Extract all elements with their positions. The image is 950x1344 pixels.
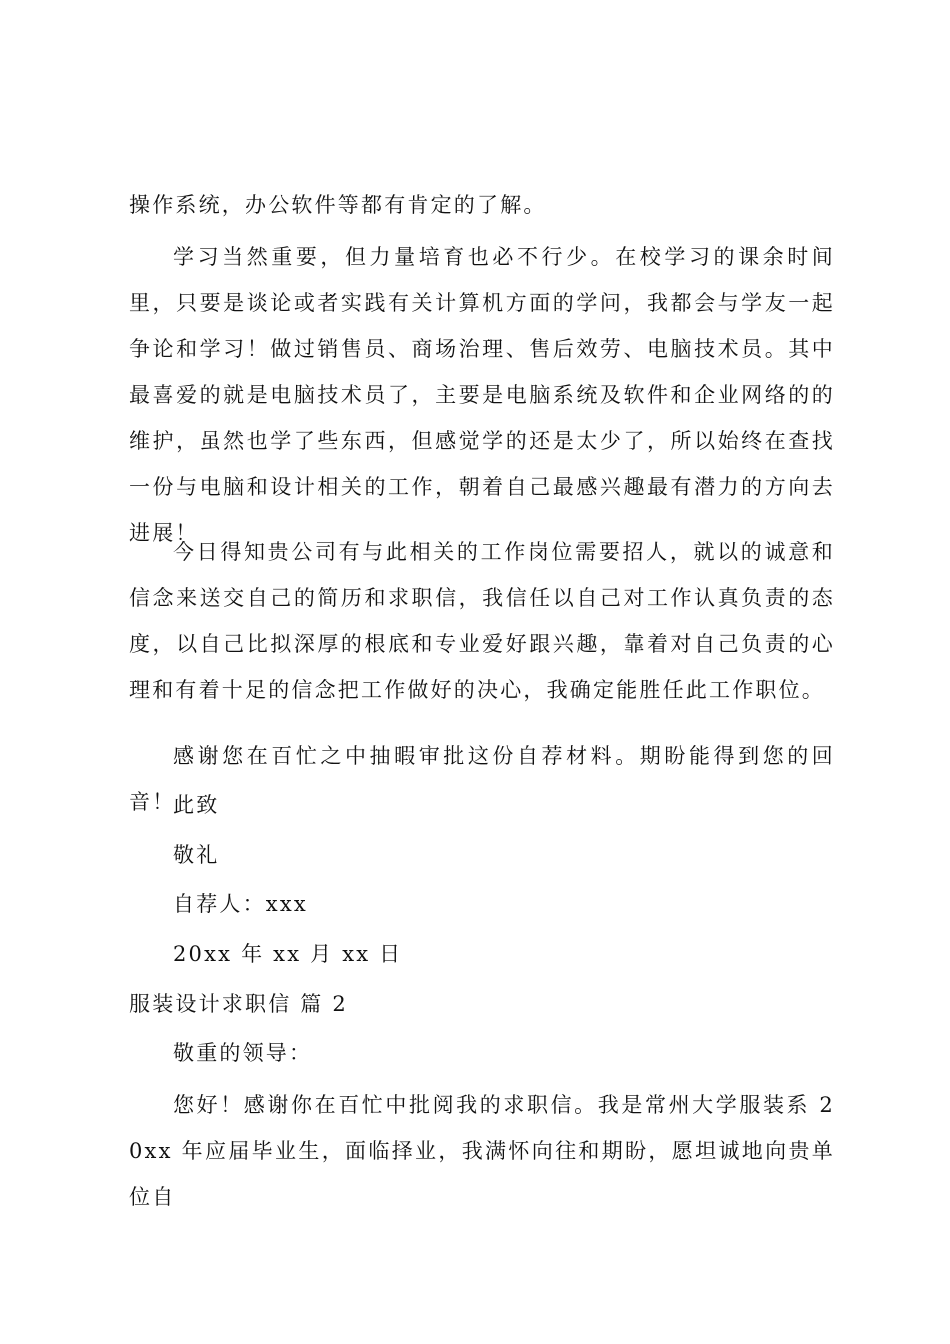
section-heading: 服装设计求职信 篇 2	[129, 992, 348, 1016]
paragraph-continuation: 操作系统，办公软件等都有肯定的了解。	[129, 193, 547, 217]
signature-line: 自荐人：xxx	[173, 892, 308, 916]
date-line: 20xx 年 xx 月 xx 日	[173, 942, 403, 966]
paragraph-thanks: 感谢您在百忙之中抽暇审批这份自荐材料。期盼能得到您的回音！	[129, 744, 835, 814]
paragraph-study-experience: 学习当然重要，但力量培育也必不行少。在校学习的课余时间里，只要是谈论或者实践有关计算机方面的学问，我都会与学友一起争论和学习！做过销售员、商场治理、售后效劳、电脑技术员。其中最喜爱的就是电脑技术员了，主要是电脑系统及软件和企业网络的的维护，虽然也学了些东西，但感觉学的还是太少了，所以始终在查找一份与电脑和设计相关的工作，朝着自己最感兴趣最有潜力的方向去进展！	[129, 245, 835, 545]
paragraph-introduction: 您好！感谢你在百忙中批阅我的求职信。我是常州大学服装系 20xx 年应届毕业生，面临择业，我满怀向往和期盼，愿坦诚地向贵单位自	[129, 1093, 835, 1209]
closing-line-2: 敬礼	[173, 843, 220, 867]
paragraph-job-intent: 今日得知贵公司有与此相关的工作岗位需要招人，就以的诚意和信念来送交自己的简历和求职信，我信任以自己对工作认真负责的态度，以自己比拟深厚的根底和专业爱好跟兴趣，靠着对自己负责的心理和有着十足的信念把工作做好的决心，我确定能胜任此工作职位。	[129, 540, 835, 702]
salutation-line: 敬重的领导：	[173, 1041, 313, 1065]
closing-line-1: 此致	[173, 793, 220, 817]
